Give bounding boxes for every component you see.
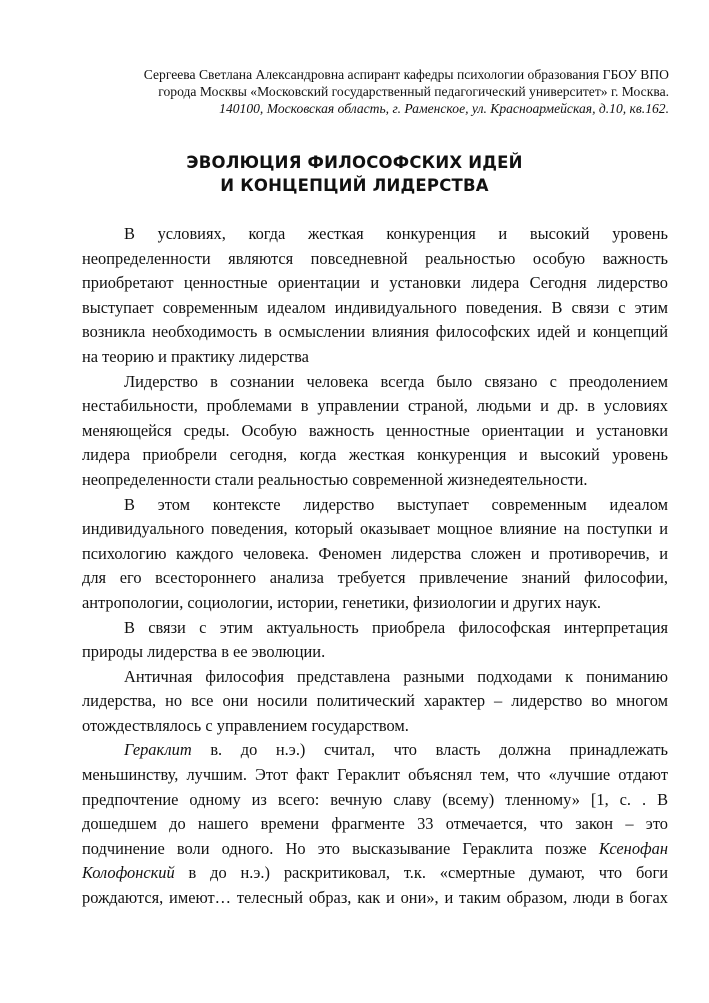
body-line: лидера приобрели сегодня, когда жесткая конкуренция и высокий уровень bbox=[82, 445, 668, 465]
name-xenophanes: Ксенофан bbox=[598, 838, 668, 858]
name-heraclitus: Гераклит bbox=[124, 740, 192, 760]
body-line: возникла необходимость в осмыслении влияния философских идей и концепций bbox=[82, 322, 668, 342]
body-line bbox=[82, 861, 668, 886]
body-line bbox=[82, 837, 668, 862]
body-line-text: подчинение воли одного. Но это высказывание Гераклита позже bbox=[82, 838, 587, 858]
body-line: нестабильности, проблемами в управлении страной, людьми и др. в условиях bbox=[82, 396, 668, 416]
article-body bbox=[82, 222, 668, 911]
name-colophon: Колофонский bbox=[82, 863, 175, 883]
author-affiliation bbox=[60, 66, 669, 117]
body-line: психологию каждого человека. Феномен лидерства сложен и противоречив, и bbox=[82, 543, 668, 563]
body-line: неопределенности стали реальностью современной жизнедеятельности. bbox=[82, 469, 588, 489]
body-line: В связи с этим актуальность приобрела философская интерпретация bbox=[124, 617, 668, 637]
body-line: меняющейся среды. Особую важность ценностные ориентации и установки bbox=[82, 420, 668, 440]
body-line: Античная философия представлена разными подходами к пониманию bbox=[124, 666, 668, 686]
body-line: отождествлялось с управлением государством. bbox=[82, 715, 409, 735]
body-line-text: в. до н.э.) считал, что власть должна принадлежать bbox=[210, 740, 668, 760]
body-line: В условиях, когда жесткая конкуренция и высокий уровень bbox=[124, 224, 668, 243]
body-line: приобретают ценностные ориентации и установки лидера Сегодня лидерство bbox=[82, 273, 668, 293]
body-line: лидерства, но все они носили политический характер – лидерство во многом bbox=[82, 691, 668, 711]
body-line: Лидерство в сознании человека всегда было связано с преодолением bbox=[124, 371, 668, 391]
body-line: рождаются, имеют… телесный образ, как и они», и таким образом, люди в богах bbox=[82, 888, 668, 908]
author-line-1: Сергеева Светлана Александровна аспирант кафедры психологии образования ГБОУ ВПО bbox=[143, 67, 669, 82]
body-line: антропологии, социологии, истории, генетики, физиологии и других наук. bbox=[82, 592, 602, 612]
body-line: дошедшем до нашего времени фрагменте 33 отмечается, что закон – это bbox=[82, 814, 668, 834]
article-title bbox=[40, 151, 669, 197]
body-line: меньшинству, лучшим. Этот факт Гераклит объяснял тем, что «лучшие отдают bbox=[82, 765, 668, 785]
title-line-2: И КОНЦЕПЦИЙ ЛИДЕРСТВА bbox=[220, 176, 489, 195]
title-line-1: ЭВОЛЮЦИЯ ФИЛОСОФСКИХ ИДЕЙ bbox=[186, 153, 523, 172]
body-line: выступает современным идеалом индивидуального поведения. В связи с этим bbox=[82, 297, 668, 317]
body-line: индивидуального поведения, который оказывает мощное влияние на поступки и bbox=[82, 519, 668, 539]
author-line-2: города Москвы «Московский государственный педагогический университет» г. Москва. bbox=[158, 84, 669, 99]
body-line: неопределенности являются повседневной реальностью особую важность bbox=[82, 248, 668, 268]
body-line bbox=[82, 738, 668, 763]
body-line: природы лидерства в ее эволюции. bbox=[82, 642, 326, 662]
body-line-text: в до н.э.) раскритиковал, т.к. «смертные думают, что боги bbox=[188, 863, 668, 883]
body-line: для его всестороннего анализа требуется привлечение знаний философии, bbox=[82, 568, 668, 588]
author-address: 140100, Московская область, г. Раменское, ул. Красноармейская, д.10, кв.162. bbox=[219, 101, 669, 116]
body-line: предпочтение одному из всего: вечную славу (всему) тленному» [1, с. . В bbox=[82, 789, 668, 809]
body-line: В этом контексте лидерство выступает современным идеалом bbox=[124, 494, 668, 514]
body-line: на теорию и практику лидерства bbox=[82, 346, 309, 366]
